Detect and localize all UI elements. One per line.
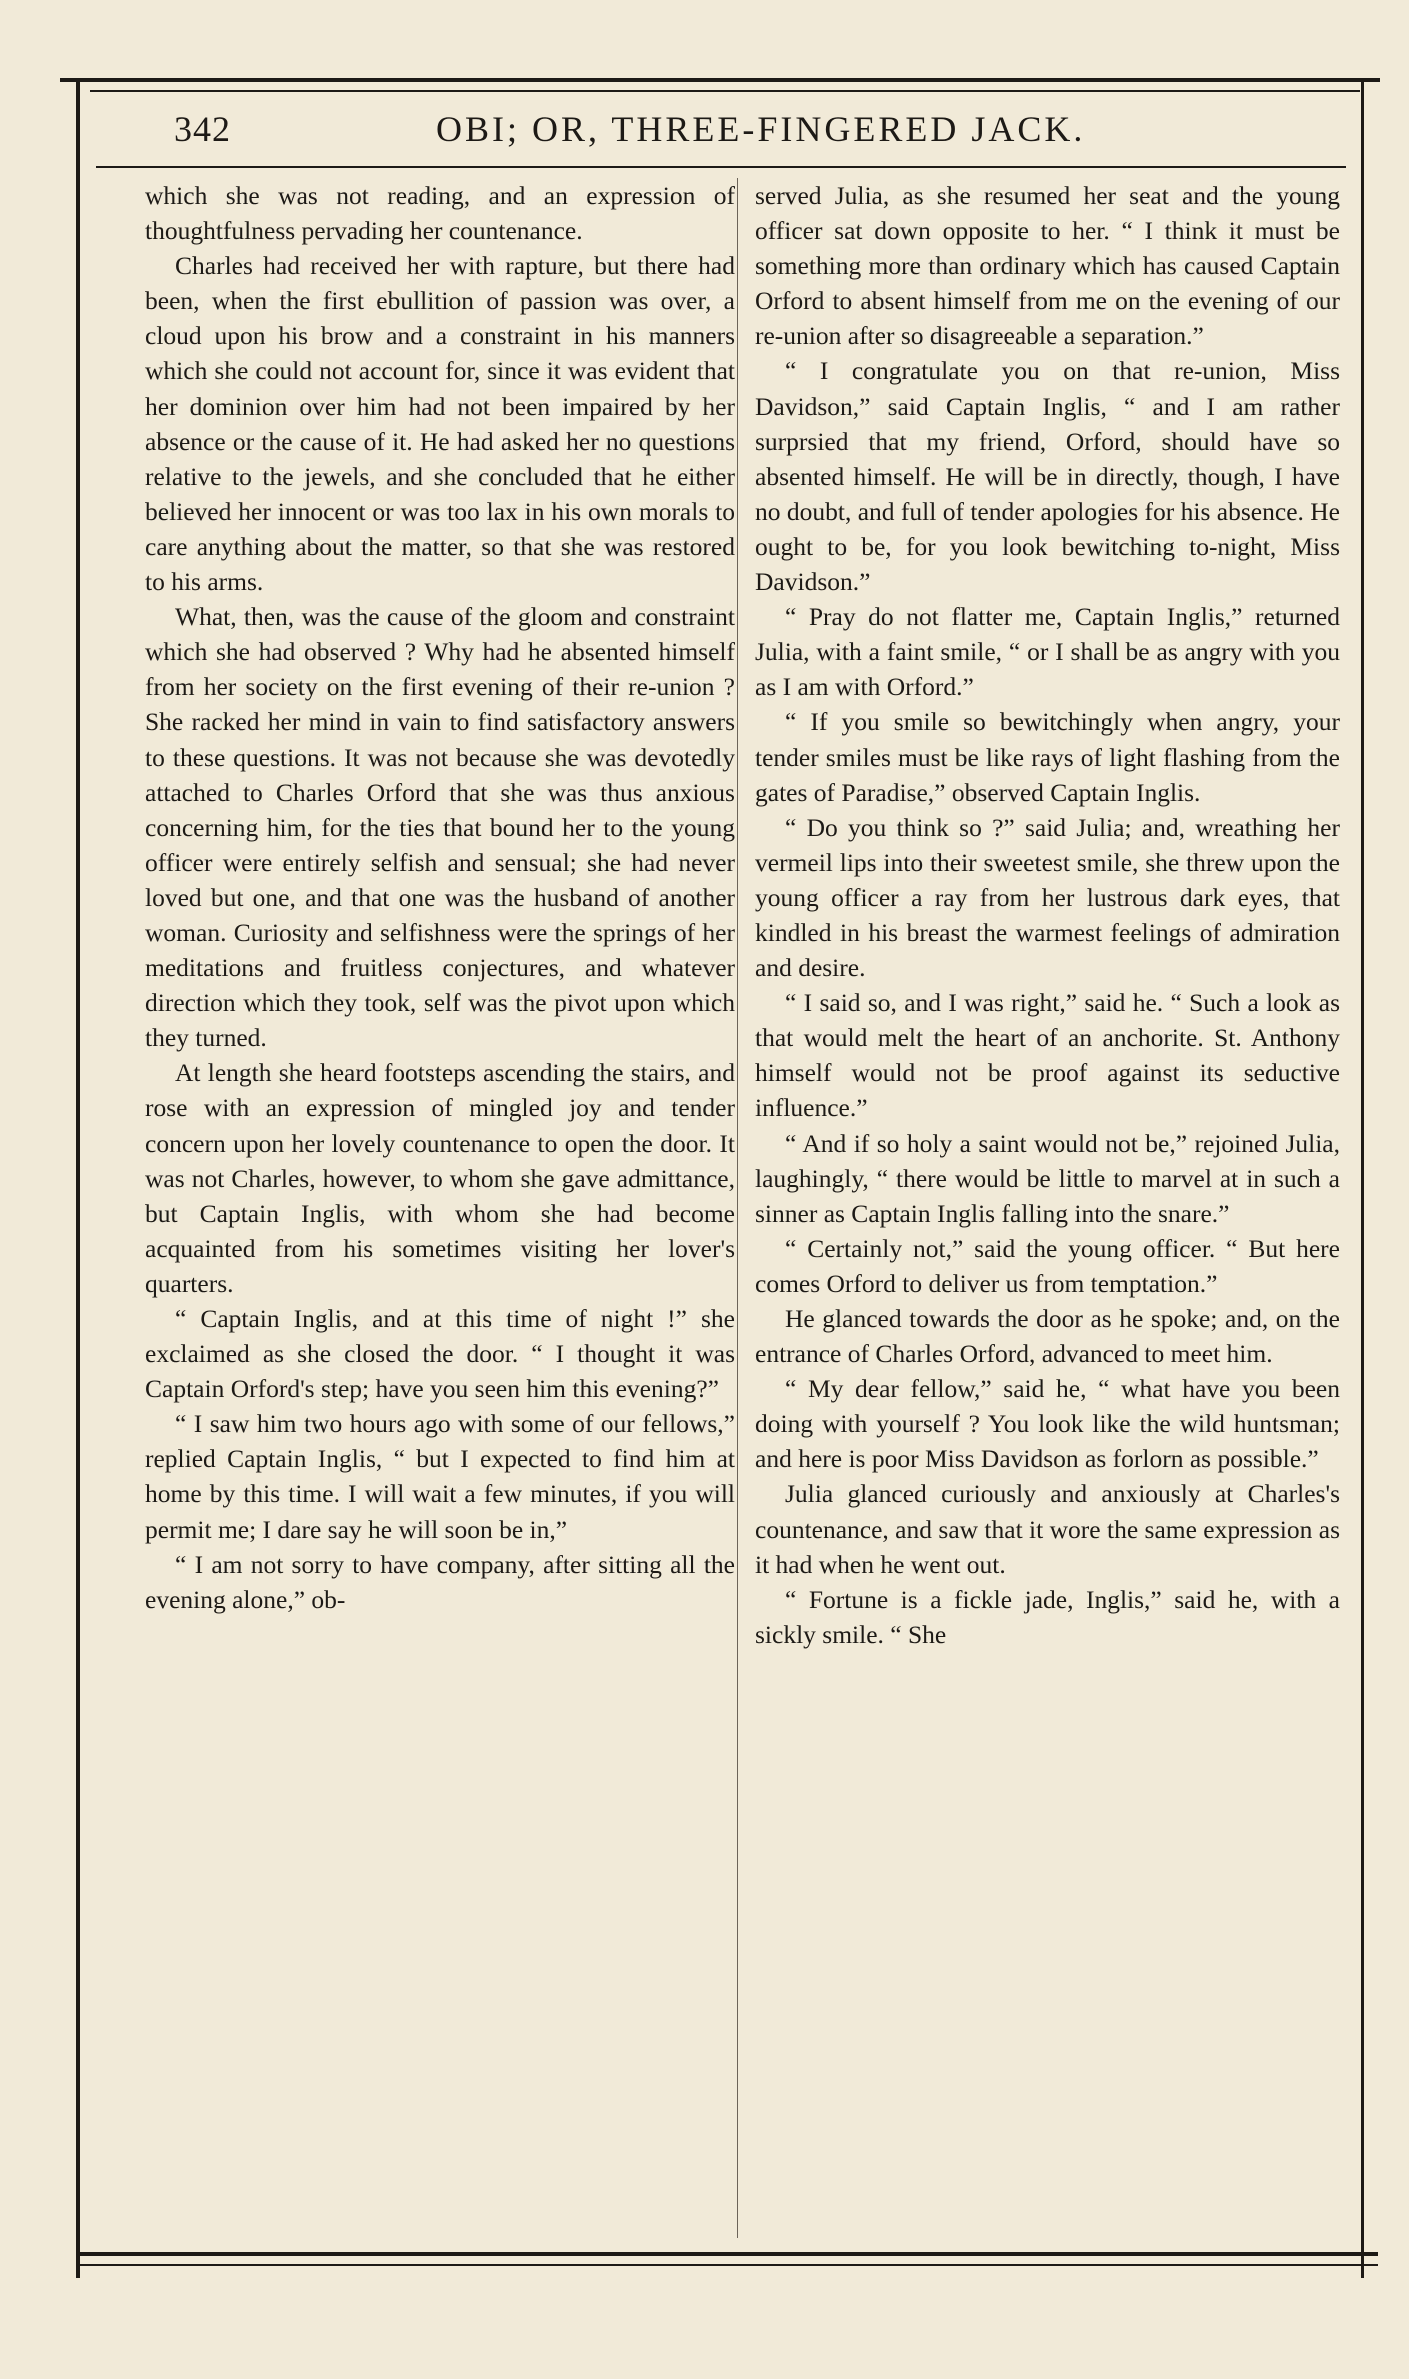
header-rule xyxy=(96,166,1346,168)
paragraph: “ I am not sorry to have company, after sitting all the evening alone,” ob- xyxy=(145,1549,735,1614)
paragraph: “ Captain Inglis, and at this time of night !” she exclaimed as she closed the door. “ I thought it was Captain Orford's step; have you seen him this evening?” xyxy=(145,1304,735,1404)
paragraph: What, then, was the cause of the gloom and constraint which she had observed ? Why had he absented himself from her society on the first evening of their re-union ? She racked her mind in vain to find satisfactory answers to these questions. It was not because she was devotedly attached to Charles Orford that she was thus anxious concerning him, for the ties that bound her to the young officer were entirely selfish and sensual; she had never loved but one, and that one was the husband of another woman. Curiosity and selfishness were the springs of her meditations and fruitless conjectures, and whatever direction which they took, self was the pivot upon which they turned. xyxy=(145,602,735,1053)
paragraph: “ And if so holy a saint would not be,” rejoined Julia, laughingly, “ there would be little to marvel at in such a sinner as Captain Inglis falling into the snare.” xyxy=(755,1128,1340,1228)
paragraph: “ If you smile so bewitchingly when angry, your tender smiles must be like rays of light flashing from the gates of Paradise,” observed Captain Inglis. xyxy=(755,707,1340,807)
right-column xyxy=(755,178,1340,1652)
paragraph: “ Pray do not flatter me, Captain Inglis,” returned Julia, with a faint smile, “ or I shall be as angry with you as I am with Orford.” xyxy=(755,602,1340,702)
running-header xyxy=(170,108,1310,160)
bottom-border-rule xyxy=(78,2252,1378,2256)
paragraph: “ Do you think so ?” said Julia; and, wreathing her vermeil lips into their sweetest smile, she threw upon the young officer a ray from her lustrous dark eyes, that kindled in his breast the warmest feelings of admiration and desire. xyxy=(755,812,1340,983)
paragraph: “ Fortune is a fickle jade, Inglis,” said he, with a sickly smile. “ She xyxy=(755,1584,1340,1649)
column-divider xyxy=(737,178,738,2238)
paragraph: At length she heard footsteps ascending the stairs, and rose with an expression of mingled joy and tender concern upon her lovely countenance to open the door. It was not Charles, however, to whom she gave admittance, but Captain Inglis, with whom she had become acquainted from his sometimes visiting her lover's quarters. xyxy=(145,1058,735,1298)
paragraph: “ Certainly not,” said the young officer. “ But here comes Orford to deliver us from temptation.” xyxy=(755,1233,1340,1298)
paragraph: which she was not reading, and an expression of thoughtfulness pervading her countenance. xyxy=(145,181,735,246)
page-number: 342 xyxy=(174,109,231,149)
bottom-inner-rule xyxy=(78,2264,1378,2266)
paragraph: “ I saw him two hours ago with some of our fellows,” replied Captain Inglis, “ but I expected to find him at home by this time. I will wait a few minutes, if you will permit me; I dare say he will soon be in,” xyxy=(145,1409,735,1544)
paragraph: He glanced towards the door as he spoke; and, on the entrance of Charles Orford, advanced to meet him. xyxy=(755,1304,1340,1369)
paragraph: “ I said so, and I was right,” said he. “ Such a look as that would melt the heart of an anchorite. St. Anthony himself would not be proof against its seductive influence.” xyxy=(755,988,1340,1123)
paragraph: Julia glanced curiously and anxiously at Charles's countenance, and saw that it wore the same expression as it had when he went out. xyxy=(755,1479,1340,1579)
left-column xyxy=(145,178,735,1617)
paragraph: “ I congratulate you on that re-union, Miss Davidson,” said Captain Inglis, “ and I am rather surprsied that my friend, Orford, should have so absented himself. He will be in directly, though, I have no doubt, and full of tender apologies for his absence. He ought to be, for you look bewitching to-night, Miss Davidson.” xyxy=(755,356,1340,597)
running-title: OBI; OR, THREE-FINGERED JACK. xyxy=(436,109,1086,149)
paragraph: served Julia, as she resumed her seat and the young officer sat down opposite to her. “ I think it must be something more than ordinary which has caused Captain Orford to absent himself from me on the evening of our re-union after so disagreeable a separation.” xyxy=(755,181,1340,351)
paragraph: “ My dear fellow,” said he, “ what have you been doing with yourself ? You look like the wild huntsman; and here is poor Miss Davidson as forlorn as possible.” xyxy=(755,1374,1340,1474)
paragraph: Charles had received her with rapture, but there had been, when the first ebullition of passion was over, a cloud upon his brow and a constraint in his manners which she could not account for, since it was evident that her dominion over him had not been impaired by her absence or the cause of it. He had asked her no questions relative to the jewels, and she concluded that he either believed her innocent or was too lax in his own morals to care anything about the matter, so that she was restored to his arms. xyxy=(145,251,735,597)
